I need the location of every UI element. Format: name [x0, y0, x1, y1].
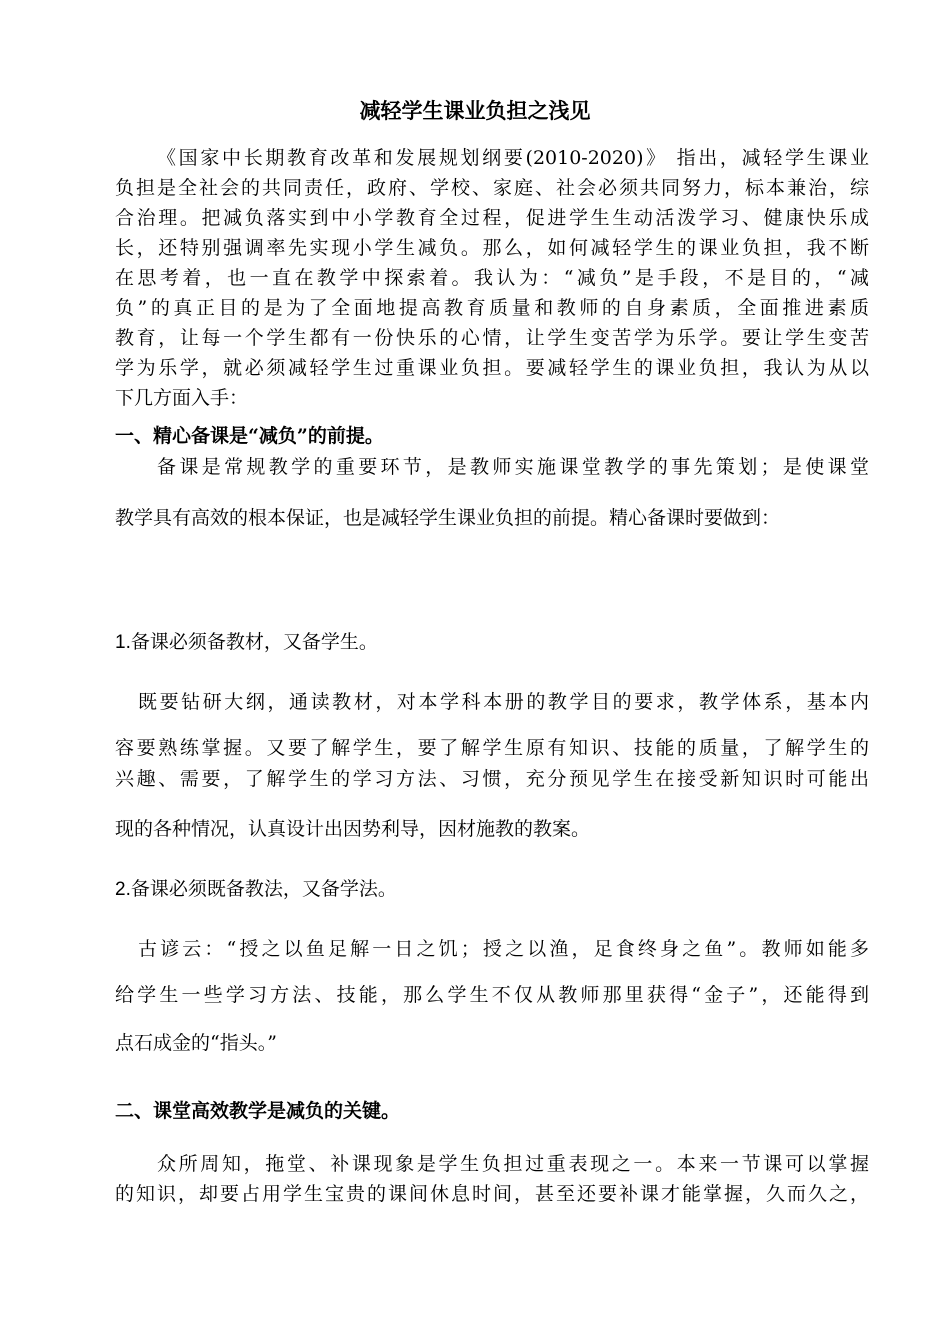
intro-line: 在思考着，也一直在教学中探索着。我认为：“减负”是手段，不是目的，“减	[115, 267, 869, 289]
item-paragraph-line: 现的各种情况，认真设计出因势利导，因材施教的教案。	[115, 818, 591, 840]
intro-line: 教育，让每一个学生都有一份快乐的心情，让学生变苦学为乐学。要让学生变苦	[115, 327, 869, 349]
item-paragraph-line: 给学生一些学习方法、技能，那么学生不仅从教师那里获得“金子”，还能得到	[115, 984, 869, 1006]
item-heading	[115, 877, 397, 902]
intro-line: 下几方面入手：	[115, 387, 249, 409]
item-paragraph-line: 古谚云：“授之以鱼足解一日之饥；授之以渔，足食终身之鱼”。教师如能多	[138, 938, 869, 960]
section-paragraph-line: 的知识，却要占用学生宝贵的课间休息时间，甚至还要补课才能掌握，久而久之，	[115, 1183, 869, 1205]
intro-line: 学为乐学，就必须减轻学生过重课业负担。要减轻学生的课业负担，我认为从以	[115, 357, 869, 379]
intro-line: 负担是全社会的共同责任，政府、学校、家庭、社会必须共同努力，标本兼治，综	[115, 177, 869, 199]
page-title: 减轻学生课业负担之浅见	[359, 98, 591, 123]
intro-line: 合治理。把减负落实到中小学教育全过程，促进学生生动活泼学习、健康快乐成	[115, 207, 869, 229]
section-heading: 二、课堂高效教学是减负的关键。	[115, 1100, 401, 1122]
section-paragraph-line: 备课是常规教学的重要环节，是教师实施课堂教学的事先策划；是使课堂	[157, 456, 869, 478]
item-paragraph-line: 既要钻研大纲，通读教材，对本学科本册的教学目的要求，教学体系，基本内	[138, 691, 869, 713]
section-heading: 一、精心备课是“减负”的前提。	[115, 425, 384, 447]
item-paragraph-line: 兴趣、需要，了解学生的学习方法、习惯，充分预见学生在接受新知识时可能出	[115, 768, 869, 790]
item-heading	[115, 630, 378, 655]
item-paragraph-line: 点石成金的“指头。”	[115, 1032, 277, 1054]
item-paragraph-line: 容要熟练掌握。又要了解学生，要了解学生原有知识、技能的质量，了解学生的	[115, 737, 869, 759]
section-paragraph-line: 教学具有高效的根本保证，也是减轻学生课业负担的前提。精心备课时要做到：	[115, 507, 781, 529]
item-heading-text: 备课必须备教材，又备学生。	[130, 631, 378, 653]
intro-line: 负”的真正目的是为了全面地提高教育质量和教师的自身素质，全面推进素质	[115, 297, 869, 319]
item-heading-text: 备课必须既备教法，又备学法。	[130, 878, 397, 900]
intro-line: 《国家中长期教育改革和发展规划纲要(2010-2020)》 指出，减轻学生课业	[157, 147, 869, 169]
item-number: 1.	[115, 632, 131, 653]
section-paragraph-line: 众所周知，拖堂、补课现象是学生负担过重表现之一。本来一节课可以掌握	[157, 1153, 869, 1175]
intro-line: 长，还特别强调率先实现小学生减负。那么，如何减轻学生的课业负担，我不断	[115, 237, 869, 259]
item-number: 2.	[115, 879, 131, 900]
